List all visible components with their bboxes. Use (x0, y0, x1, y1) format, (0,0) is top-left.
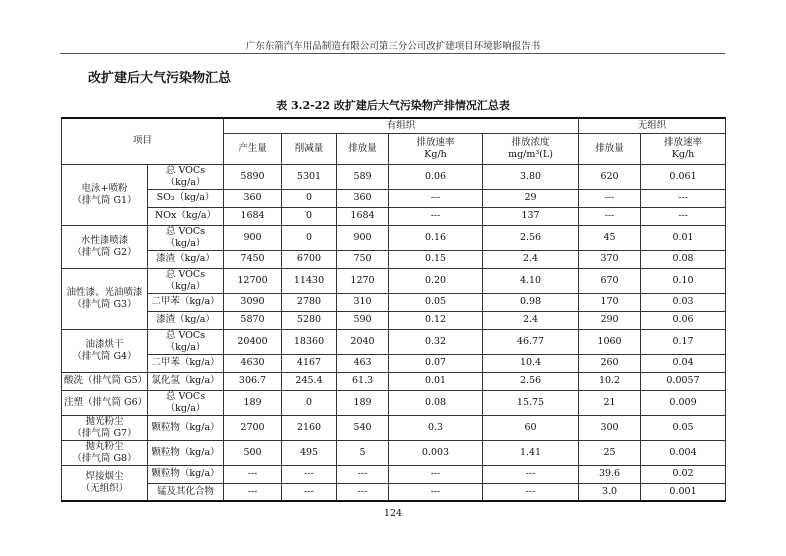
value-cell: 0.17 (641, 329, 726, 354)
source-cell (62, 372, 148, 390)
value-cell: 0.0057 (641, 372, 726, 390)
pollutant-cell: 氯化氢（kg/a） (148, 372, 224, 390)
value-cell: --- (389, 207, 483, 225)
value-cell: 0 (282, 390, 337, 415)
table-row (62, 372, 726, 390)
value-cell: 1.41 (483, 440, 579, 465)
value-cell: --- (224, 465, 282, 483)
value-cell: 0.98 (483, 293, 579, 311)
source-line: 电泳+喷粉 (81, 182, 128, 194)
value-cell: --- (579, 189, 641, 207)
value-cell: 189 (337, 390, 389, 415)
production-header: 产生量 (224, 133, 282, 164)
value-cell: 300 (579, 415, 641, 440)
value-cell: 2160 (282, 415, 337, 440)
reduction-header: 削减量 (282, 133, 337, 164)
unorganized-rate-header: 排放速率 Kg/h (641, 133, 726, 164)
value-cell: --- (282, 465, 337, 483)
pollutant-cell: 总 VOCs（kg/a） (148, 390, 224, 415)
value-cell: 5870 (224, 311, 282, 329)
source-line: 抛光粉尘 (85, 415, 124, 427)
value-cell: 1060 (579, 329, 641, 354)
value-cell: 3.80 (483, 164, 579, 189)
value-cell: 4.10 (483, 268, 579, 293)
source-line: 酸洗（排气筒 G5） (64, 375, 148, 386)
value-cell: 20400 (224, 329, 282, 354)
page-number: 124 (383, 508, 403, 519)
value-cell: 310 (337, 293, 389, 311)
value-cell: 900 (337, 225, 389, 250)
value-cell: 11430 (282, 268, 337, 293)
value-cell: 189 (224, 390, 282, 415)
value-cell: 0 (282, 207, 337, 225)
value-cell: 46.77 (483, 329, 579, 354)
pollutant-cell: 二甲苯（kg/a） (148, 293, 224, 311)
value-cell: --- (641, 207, 726, 225)
value-cell: 0.009 (641, 390, 726, 415)
value-cell: 1270 (337, 268, 389, 293)
value-cell: 25 (579, 440, 641, 465)
value-cell: 0.08 (389, 390, 483, 415)
source-line: 油性漆、光油喷漆 (66, 286, 143, 298)
value-cell: 3.0 (579, 483, 641, 501)
pollutant-cell: 总 VOCs（kg/a） (148, 268, 224, 293)
value-cell: 0.06 (389, 164, 483, 189)
value-cell: 2.56 (483, 372, 579, 390)
table-row (62, 268, 726, 293)
pollutant-cell: SO₂（kg/a） (148, 189, 224, 207)
value-cell: 0.20 (389, 268, 483, 293)
value-cell: 1684 (224, 207, 282, 225)
value-cell: 0 (282, 189, 337, 207)
value-cell: 260 (579, 354, 641, 372)
source-cell (62, 268, 148, 329)
value-cell: --- (389, 465, 483, 483)
emissions-table (61, 117, 726, 502)
value-cell: 170 (579, 293, 641, 311)
source-line: 抛丸粉尘 (85, 440, 124, 452)
value-cell: --- (641, 189, 726, 207)
value-cell: 670 (579, 268, 641, 293)
value-cell: 5890 (224, 164, 282, 189)
value-cell: 60 (483, 415, 579, 440)
value-cell: 5280 (282, 311, 337, 329)
value-cell: 45 (579, 225, 641, 250)
value-cell: 5 (337, 440, 389, 465)
value-cell: 4630 (224, 354, 282, 372)
value-cell: 750 (337, 250, 389, 268)
organized-header: 有组织 (224, 118, 579, 133)
source-line: （排气筒 G8） (72, 452, 137, 464)
value-cell: 0.003 (389, 440, 483, 465)
source-line: （排气筒 G1） (72, 194, 137, 206)
source-cell (62, 440, 148, 465)
value-cell: 0.061 (641, 164, 726, 189)
pollutant-cell: 总 VOCs（kg/a） (148, 164, 224, 189)
value-cell: 360 (337, 189, 389, 207)
value-cell: 0 (282, 225, 337, 250)
value-cell: 2.4 (483, 311, 579, 329)
table-row (62, 164, 726, 189)
value-cell: 39.6 (579, 465, 641, 483)
table-row (62, 483, 726, 501)
rate-header: 排放速率 Kg/h (389, 133, 483, 164)
pollutant-cell: 总 VOCs（kg/a） (148, 225, 224, 250)
value-cell: 900 (224, 225, 282, 250)
value-cell: 620 (579, 164, 641, 189)
table-row (62, 354, 726, 372)
value-cell: 61.3 (337, 372, 389, 390)
value-cell: 1684 (337, 207, 389, 225)
value-cell: 4167 (282, 354, 337, 372)
table-row (62, 189, 726, 207)
table-row (62, 440, 726, 465)
value-cell: 12700 (224, 268, 282, 293)
table-row (62, 311, 726, 329)
value-cell: 2700 (224, 415, 282, 440)
value-cell: 10.2 (579, 372, 641, 390)
value-cell: 290 (579, 311, 641, 329)
source-cell (62, 164, 148, 225)
emission-header: 排放量 (337, 133, 389, 164)
value-cell: --- (483, 465, 579, 483)
value-cell: 0.3 (389, 415, 483, 440)
pollutant-cell: 总 VOCs（kg/a） (148, 329, 224, 354)
value-cell: --- (389, 189, 483, 207)
source-cell (62, 329, 148, 372)
item-header: 项目 (62, 118, 224, 164)
table-caption: 表 3.2-22 改扩建后大气污染物产排情况汇总表 (276, 99, 510, 112)
value-cell: 29 (483, 189, 579, 207)
value-cell: 495 (282, 440, 337, 465)
unorganized-header: 无组织 (579, 118, 726, 133)
value-cell: --- (337, 465, 389, 483)
value-cell: --- (282, 483, 337, 501)
value-cell: 10.4 (483, 354, 579, 372)
table-body (62, 164, 726, 501)
value-cell: 0.05 (389, 293, 483, 311)
pollutant-cell: 颗粒物（kg/a） (148, 440, 224, 465)
value-cell: 0.004 (641, 440, 726, 465)
source-cell (62, 390, 148, 415)
source-line: （排气筒 G2） (72, 246, 137, 258)
value-cell: --- (483, 483, 579, 501)
pollutant-cell: 二甲苯（kg/a） (148, 354, 224, 372)
table-row (62, 293, 726, 311)
value-cell: 0.05 (641, 415, 726, 440)
value-cell: 7450 (224, 250, 282, 268)
value-cell: 5301 (282, 164, 337, 189)
pollutant-cell: 颗粒物（kg/a） (148, 465, 224, 483)
value-cell: 589 (337, 164, 389, 189)
value-cell: 2.4 (483, 250, 579, 268)
value-cell: 3090 (224, 293, 282, 311)
pollutant-cell: 颗粒物（kg/a） (148, 415, 224, 440)
source-line: （无组织） (80, 482, 129, 494)
value-cell: 15.75 (483, 390, 579, 415)
value-cell: 0.10 (641, 268, 726, 293)
value-cell: 463 (337, 354, 389, 372)
table-row (62, 390, 726, 415)
table-row (62, 415, 726, 440)
table-row (62, 250, 726, 268)
source-line: （排气筒 G4） (72, 350, 137, 362)
value-cell: 0.001 (641, 483, 726, 501)
source-line: （排气筒 G3） (72, 298, 137, 310)
value-cell: 0.16 (389, 225, 483, 250)
section-title: 改扩建后大气污染物汇总 (88, 71, 232, 86)
value-cell: 0.08 (641, 250, 726, 268)
pollutant-cell: 漆渣（kg/a） (148, 311, 224, 329)
concentration-header: 排放浓度 mg/m³(L) (483, 133, 579, 164)
value-cell: 0.07 (389, 354, 483, 372)
value-cell: 18360 (282, 329, 337, 354)
table-row (62, 329, 726, 354)
value-cell: --- (389, 483, 483, 501)
value-cell: 21 (579, 390, 641, 415)
value-cell: 370 (579, 250, 641, 268)
source-line: 注塑（排气筒 G6） (64, 396, 148, 408)
value-cell: 590 (337, 311, 389, 329)
source-cell (62, 415, 148, 440)
value-cell: 360 (224, 189, 282, 207)
value-cell: 2.56 (483, 225, 579, 250)
source-line: （排气筒 G7） (72, 427, 137, 439)
value-cell: 137 (483, 207, 579, 225)
value-cell: 6700 (282, 250, 337, 268)
value-cell: 2780 (282, 293, 337, 311)
unorganized-emission-header: 排放量 (579, 133, 641, 164)
value-cell: 0.01 (389, 372, 483, 390)
value-cell: 540 (337, 415, 389, 440)
value-cell: --- (224, 483, 282, 501)
value-cell: 0.02 (641, 465, 726, 483)
pollutant-cell: 锰及其化合物 (148, 483, 224, 501)
value-cell: 0.06 (641, 311, 726, 329)
value-cell: 0.01 (641, 225, 726, 250)
table-row (62, 207, 726, 225)
value-cell: 245.4 (282, 372, 337, 390)
pollutant-cell: 漆渣（kg/a） (148, 250, 224, 268)
page-header: 广东东箭汽车用品制造有限公司第三分公司改扩建项目环境影响报告书 (245, 41, 541, 52)
header-rule (60, 53, 725, 54)
value-cell: 0.12 (389, 311, 483, 329)
value-cell: 0.04 (641, 354, 726, 372)
source-line: 水性漆喷漆 (80, 234, 129, 246)
table-row (62, 465, 726, 483)
source-line: 焊接烟尘 (85, 470, 124, 482)
source-cell (62, 225, 148, 268)
table-row (62, 225, 726, 250)
source-line: 油漆烘干 (85, 338, 124, 350)
source-cell (62, 465, 148, 501)
value-cell: 500 (224, 440, 282, 465)
pollutant-cell: NOx（kg/a） (148, 207, 224, 225)
value-cell: 0.15 (389, 250, 483, 268)
value-cell: 306.7 (224, 372, 282, 390)
value-cell: 2040 (337, 329, 389, 354)
value-cell: --- (579, 207, 641, 225)
value-cell: --- (337, 483, 389, 501)
value-cell: 0.32 (389, 329, 483, 354)
value-cell: 0.03 (641, 293, 726, 311)
